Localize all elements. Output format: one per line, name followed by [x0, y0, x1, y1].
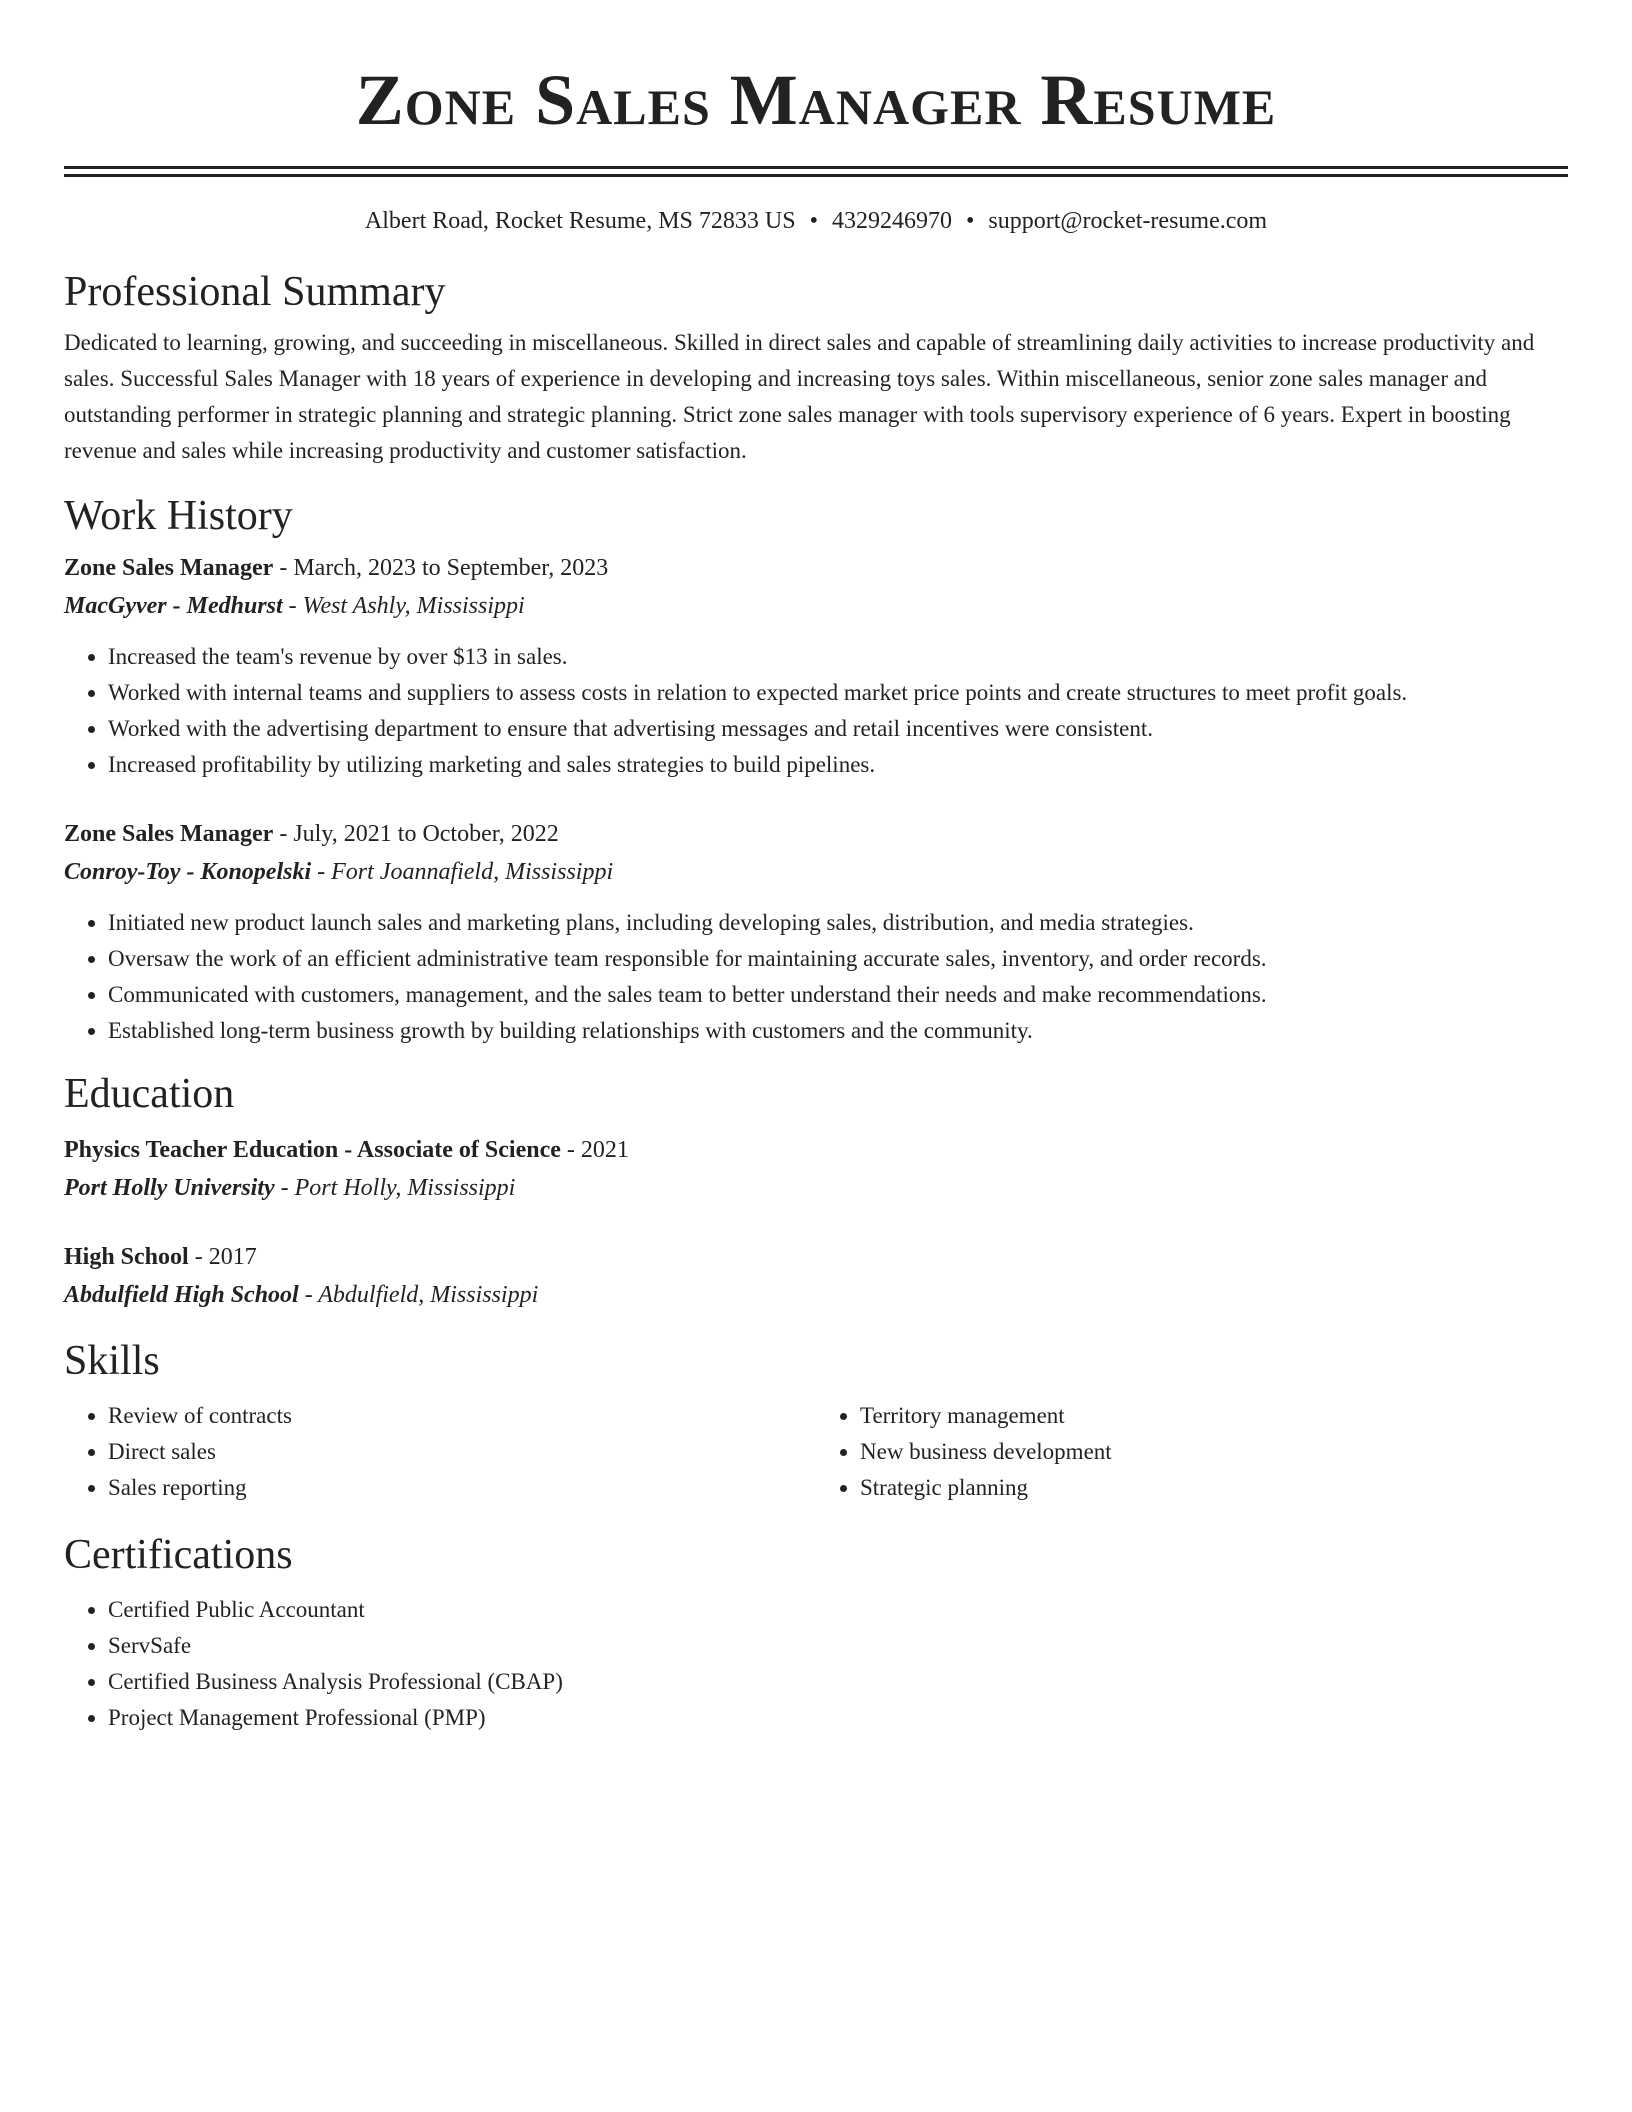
- certification-item: • Certified Business Analysis Professional (CBAP): [108, 1664, 1568, 1700]
- job-entry: [64, 549, 1568, 783]
- skill-item: • Direct sales: [108, 1434, 816, 1470]
- skill-item: • Strategic planning: [860, 1470, 1568, 1506]
- job-title-line: [64, 549, 1568, 587]
- school-line: [64, 1276, 1568, 1314]
- resume-title: Zone Sales Manager Resume: [355, 60, 1277, 140]
- skills-heading: Skills: [64, 1338, 160, 1384]
- degree-year: - 2017: [188, 1244, 257, 1270]
- employer-location: - West Ashly, Mississippi: [282, 593, 525, 619]
- degree-line: [64, 1131, 1568, 1169]
- work-history-heading: Work History: [64, 493, 293, 539]
- school-name: Port Holly University: [64, 1175, 275, 1201]
- certification-item: • Project Management Professional (PMP): [108, 1700, 1568, 1736]
- education-entry: [64, 1131, 1568, 1207]
- employer-name: Conroy-Toy - Konopelski: [64, 859, 312, 885]
- school-line: [64, 1169, 1568, 1207]
- contact-separator: •: [809, 208, 818, 234]
- contact-line: [64, 205, 1568, 237]
- skills-list-right: [816, 1398, 1568, 1506]
- job-bullet: • Worked with internal teams and suppliers to assess costs in relation to expected market price points and create structures to meet profit goals.: [108, 675, 1568, 711]
- title-double-rule: [64, 166, 1568, 177]
- employer-line: [64, 853, 1568, 891]
- job-bullet: • Increased profitability by utilizing marketing and sales strategies to build pipelines.: [108, 747, 1568, 783]
- skill-item: • New business development: [860, 1434, 1568, 1470]
- employer-line: [64, 587, 1568, 625]
- certification-item: • Certified Public Accountant: [108, 1592, 1568, 1628]
- skills-list-left: [64, 1398, 816, 1506]
- skills-columns: [64, 1398, 1568, 1506]
- school-location: - Abdulfield, Mississippi: [298, 1282, 539, 1308]
- skill-item: • Sales reporting: [108, 1470, 816, 1506]
- certifications-heading: Certifications: [64, 1532, 293, 1578]
- education-entry: [64, 1238, 1568, 1314]
- contact-phone: 4329246970: [831, 208, 952, 234]
- job-title: Zone Sales Manager: [64, 555, 274, 581]
- job-dates: - July, 2021 to October, 2022: [273, 821, 559, 847]
- degree-name: Physics Teacher Education - Associate of Science: [64, 1137, 561, 1163]
- summary-text: Dedicated to learning, growing, and succeeding in miscellaneous. Skilled in direct sales and capable of streamlining daily activities to increase productivity and sales. Successful Sales Manager with 18 years of experience in developing and increasing toys sales. Within miscellaneous, senior zone sales manager and outstanding performer in strategic planning and strategic planning. Strict zone sales manager with tools supervisory experience of 6 years. Expert in boosting revenue and sales while increasing productivity and customer satisfaction.: [64, 330, 1535, 463]
- job-bullet: • Established long-term business growth by building relationships with customers and the community.: [108, 1013, 1568, 1049]
- resume-page: [64, 0, 1568, 1736]
- contact-separator: •: [965, 208, 975, 234]
- school-location: - Port Holly, Mississippi: [274, 1175, 516, 1201]
- job-bullets: [64, 639, 1568, 783]
- contact-email: support@rocket-resume.com: [988, 208, 1268, 234]
- job-entry: [64, 815, 1568, 1049]
- job-title-line: [64, 815, 1568, 853]
- job-dates: - March, 2023 to September, 2023: [273, 555, 609, 581]
- degree-line: [64, 1238, 1568, 1276]
- job-bullet: • Initiated new product launch sales and marketing plans, including developing sales, distribution, and media strategies.: [108, 905, 1568, 941]
- job-bullet: • Increased the team's revenue by over $13 in sales.: [108, 639, 1568, 675]
- certification-item: • ServSafe: [108, 1628, 1568, 1664]
- job-bullet: • Worked with the advertising department to ensure that advertising messages and retail incentives were consistent.: [108, 711, 1568, 747]
- job-bullet: • Oversaw the work of an efficient administrative team responsible for maintaining accurate sales, inventory, and order records.: [108, 941, 1568, 977]
- contact-address: Albert Road, Rocket Resume, MS 72833 US: [364, 208, 796, 234]
- employer-name: MacGyver - Medhurst: [64, 593, 283, 619]
- skill-item: • Review of contracts: [108, 1398, 816, 1434]
- employer-location: - Fort Joannafield, Mississippi: [311, 859, 614, 885]
- school-name: Abdulfield High School: [64, 1282, 299, 1308]
- job-bullet: • Communicated with customers, management, and the sales team to better understand their needs and make recommendations.: [108, 977, 1568, 1013]
- education-heading: Education: [64, 1071, 235, 1117]
- certifications-list: [64, 1592, 1568, 1736]
- skill-item: • Territory management: [860, 1398, 1568, 1434]
- job-title: Zone Sales Manager: [64, 821, 274, 847]
- job-bullets: [64, 905, 1568, 1049]
- summary-heading: Professional Summary: [64, 269, 446, 315]
- degree-year: - 2021: [560, 1137, 629, 1163]
- degree-name: High School: [64, 1244, 189, 1270]
